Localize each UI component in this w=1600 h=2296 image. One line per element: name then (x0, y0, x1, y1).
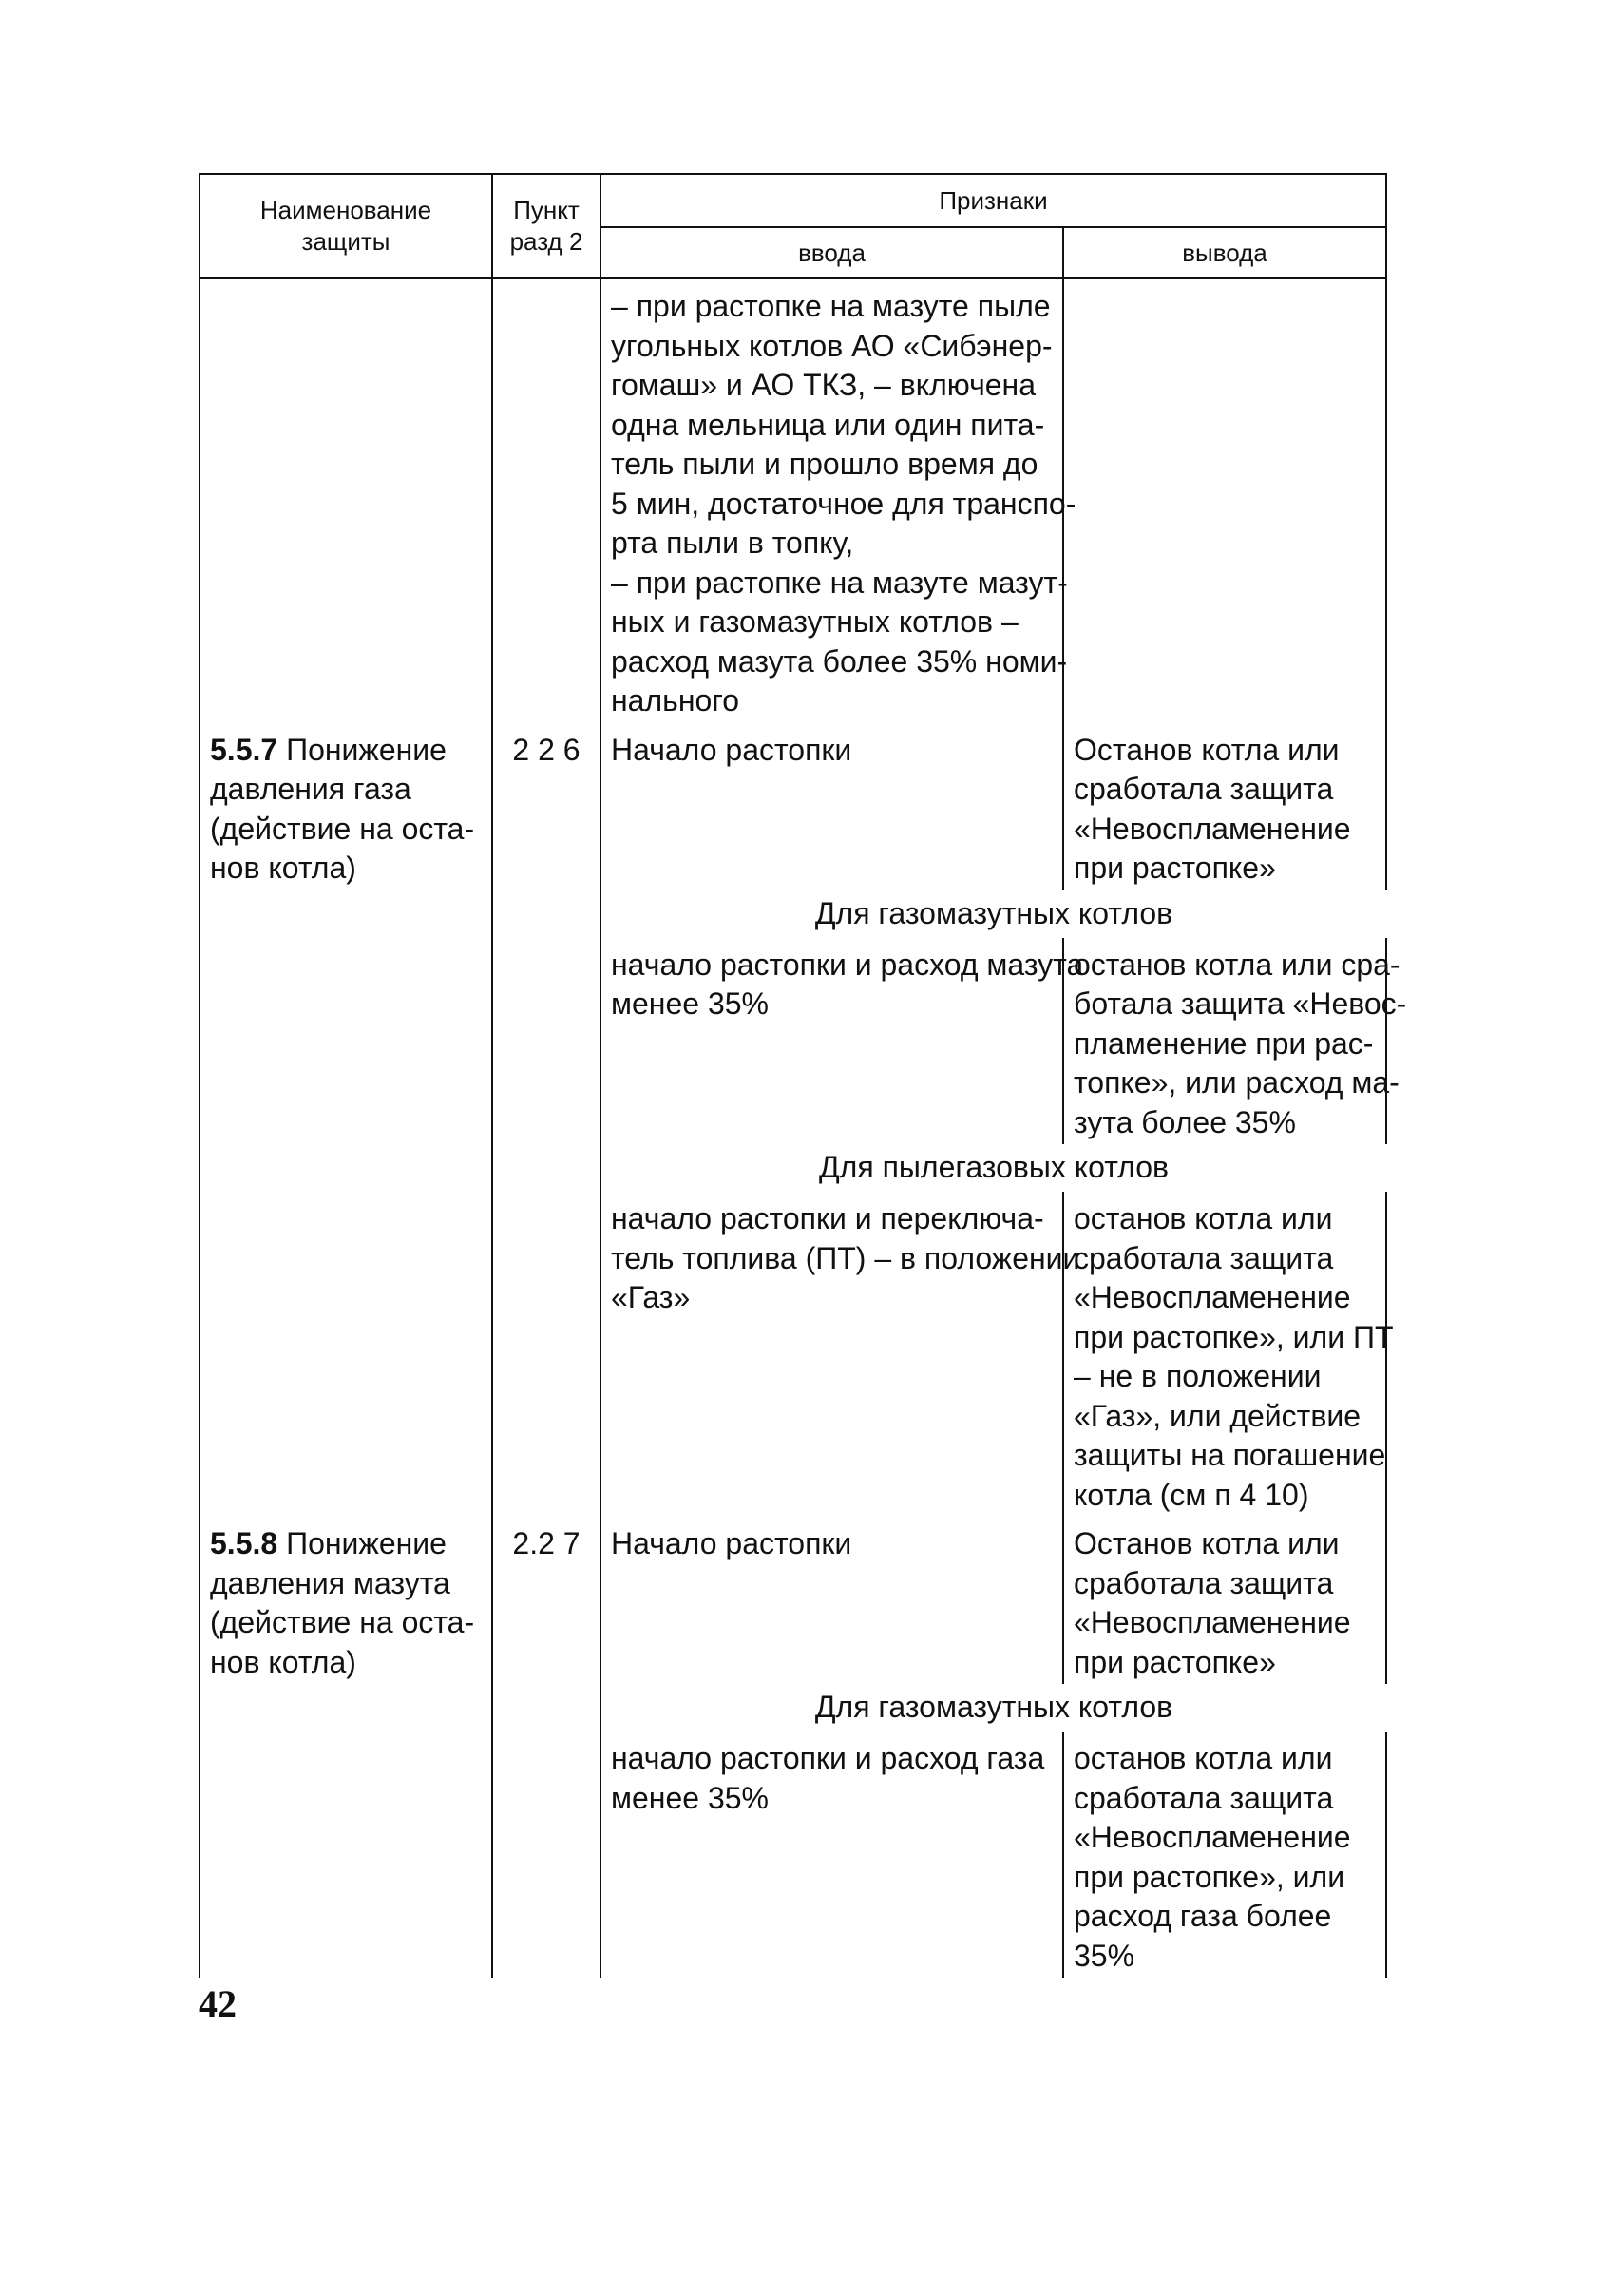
out-cell (1063, 1192, 1394, 1517)
in-line: нального (611, 683, 740, 718)
out-cell (1063, 278, 1386, 723)
name-line: (действие на оста- (210, 1605, 475, 1639)
out-line: топке», или расход ма- (1074, 1065, 1400, 1100)
name-line: давления мазута (210, 1565, 450, 1600)
subgroup-title: Для газомазутных котлов (814, 895, 1173, 930)
in-cell (600, 1517, 1063, 1684)
out-line: останов котла или (1074, 1201, 1333, 1235)
name-line: (действие на оста- (210, 811, 475, 846)
out-cell (1063, 1732, 1386, 1978)
section-row (200, 1517, 1386, 1684)
in-line: 5 мин, достаточное для транспо- (611, 486, 1076, 521)
header-out: вывода (1063, 227, 1386, 278)
out-line: останов котла или сра- (1074, 947, 1400, 982)
out-line: при растопке», или ПТ (1074, 1319, 1394, 1354)
out-line: «Газ», или действие (1074, 1398, 1361, 1433)
in-line: начало растопки и расход мазута (611, 947, 1084, 982)
name-cell (200, 723, 492, 1518)
subgroup-title: Для газомазутных котлов (814, 1690, 1173, 1725)
name-line: нов котла) (210, 1644, 356, 1679)
header-punkt (492, 174, 600, 278)
in-line: одна мельница или один пита- (611, 407, 1045, 442)
out-cell (1063, 1517, 1386, 1684)
in-line: менее 35% (611, 1780, 769, 1815)
header-punkt-line1: Пункт (513, 196, 580, 224)
continuation-row (200, 278, 1386, 723)
in-line: – при растопке на мазуте мазут- (611, 564, 1068, 600)
out-line: расход газа более (1074, 1899, 1332, 1933)
in-line: Начало растопки (611, 732, 852, 767)
table-body (200, 278, 1407, 1978)
section-row (200, 723, 1386, 890)
in-line: – при растопке на мазуте пыле (611, 289, 1051, 323)
header-name-line1: Наименование (259, 196, 432, 224)
name-line (210, 1524, 482, 1564)
in-cell (600, 1732, 1063, 1978)
in-line: «Газ» (611, 1280, 691, 1314)
section-number: 5.5.8 (210, 1526, 278, 1560)
out-line: «Невоспламенение (1074, 1280, 1351, 1314)
out-line: сработала защита (1074, 1240, 1334, 1275)
name-cell (200, 1517, 492, 1978)
section-name-text: Понижение (277, 732, 447, 767)
out-cell (1063, 723, 1386, 890)
subgroup-title: Для пылегазовых котлов (819, 1150, 1169, 1185)
in-cell (600, 723, 1063, 890)
section-name-text: Понижение (277, 1526, 447, 1560)
in-line: начало растопки и переключа- (611, 1201, 1044, 1235)
out-line: котла (см п 4 10) (1074, 1477, 1309, 1512)
in-line: менее 35% (611, 986, 769, 1021)
out-line: при растопке» (1074, 1644, 1276, 1679)
out-line: – не в положении (1074, 1359, 1322, 1393)
out-line: сработала защита (1074, 1565, 1334, 1600)
out-line: при растопке», или (1074, 1859, 1345, 1894)
header-signs: Признаки (600, 174, 1386, 227)
in-cell (600, 938, 1084, 1145)
out-line: «Невоспламенение (1074, 1605, 1351, 1639)
in-cell (600, 278, 1076, 723)
punkt-cell (492, 278, 600, 723)
header-punkt-line2: разд 2 (509, 227, 583, 256)
out-line: «Невоспламенение (1074, 811, 1351, 846)
in-line: тель пыли и прошло время до (611, 447, 1038, 481)
out-line: останов котла или (1074, 1741, 1333, 1775)
in-line: расход мазута более 35% номи- (611, 643, 1068, 679)
header-name (200, 174, 492, 278)
out-line: Останов котла или (1074, 732, 1340, 767)
out-line: при растопке» (1074, 851, 1276, 885)
out-line: сработала защита (1074, 1780, 1334, 1815)
in-line: угольных котлов АО «Сибэнер- (611, 328, 1053, 363)
out-line: сработала защита (1074, 772, 1334, 806)
in-line: тель топлива (ПТ) – в положении (611, 1240, 1080, 1275)
in-line: ных и газомазутных котлов – (611, 604, 1019, 639)
protection-table (199, 173, 1407, 1978)
header-in: ввода (600, 227, 1063, 278)
out-line: «Невоспламенение (1074, 1820, 1351, 1854)
name-line (210, 731, 482, 771)
name-line: нов котла) (210, 851, 356, 885)
in-line: гомаш» и АО ТКЗ, – включена (611, 368, 1036, 402)
in-line: начало растопки и расход газа (611, 1741, 1045, 1775)
out-line: защиты на погашение (1074, 1438, 1386, 1472)
section-number: 5.5.7 (210, 732, 278, 767)
in-line: Начало растопки (611, 1526, 852, 1560)
out-line: ботала защита «Невос- (1074, 986, 1407, 1021)
out-line: зута более 35% (1074, 1104, 1296, 1139)
punkt-cell: 2.2 7 (492, 1517, 600, 1978)
in-cell (600, 1192, 1080, 1517)
out-line: пламенение при рас- (1074, 1025, 1374, 1061)
header-name-line2: защиты (301, 227, 390, 256)
out-line: 35% (1074, 1938, 1135, 1973)
name-line: давления газа (210, 772, 411, 806)
out-cell (1063, 938, 1407, 1145)
name-cell (200, 278, 492, 723)
in-line: рта пыли в топку, (611, 526, 854, 560)
out-line: Останов котла или (1074, 1526, 1340, 1560)
page-number: 42 (199, 1982, 237, 2025)
punkt-cell: 2 2 6 (492, 723, 600, 1518)
